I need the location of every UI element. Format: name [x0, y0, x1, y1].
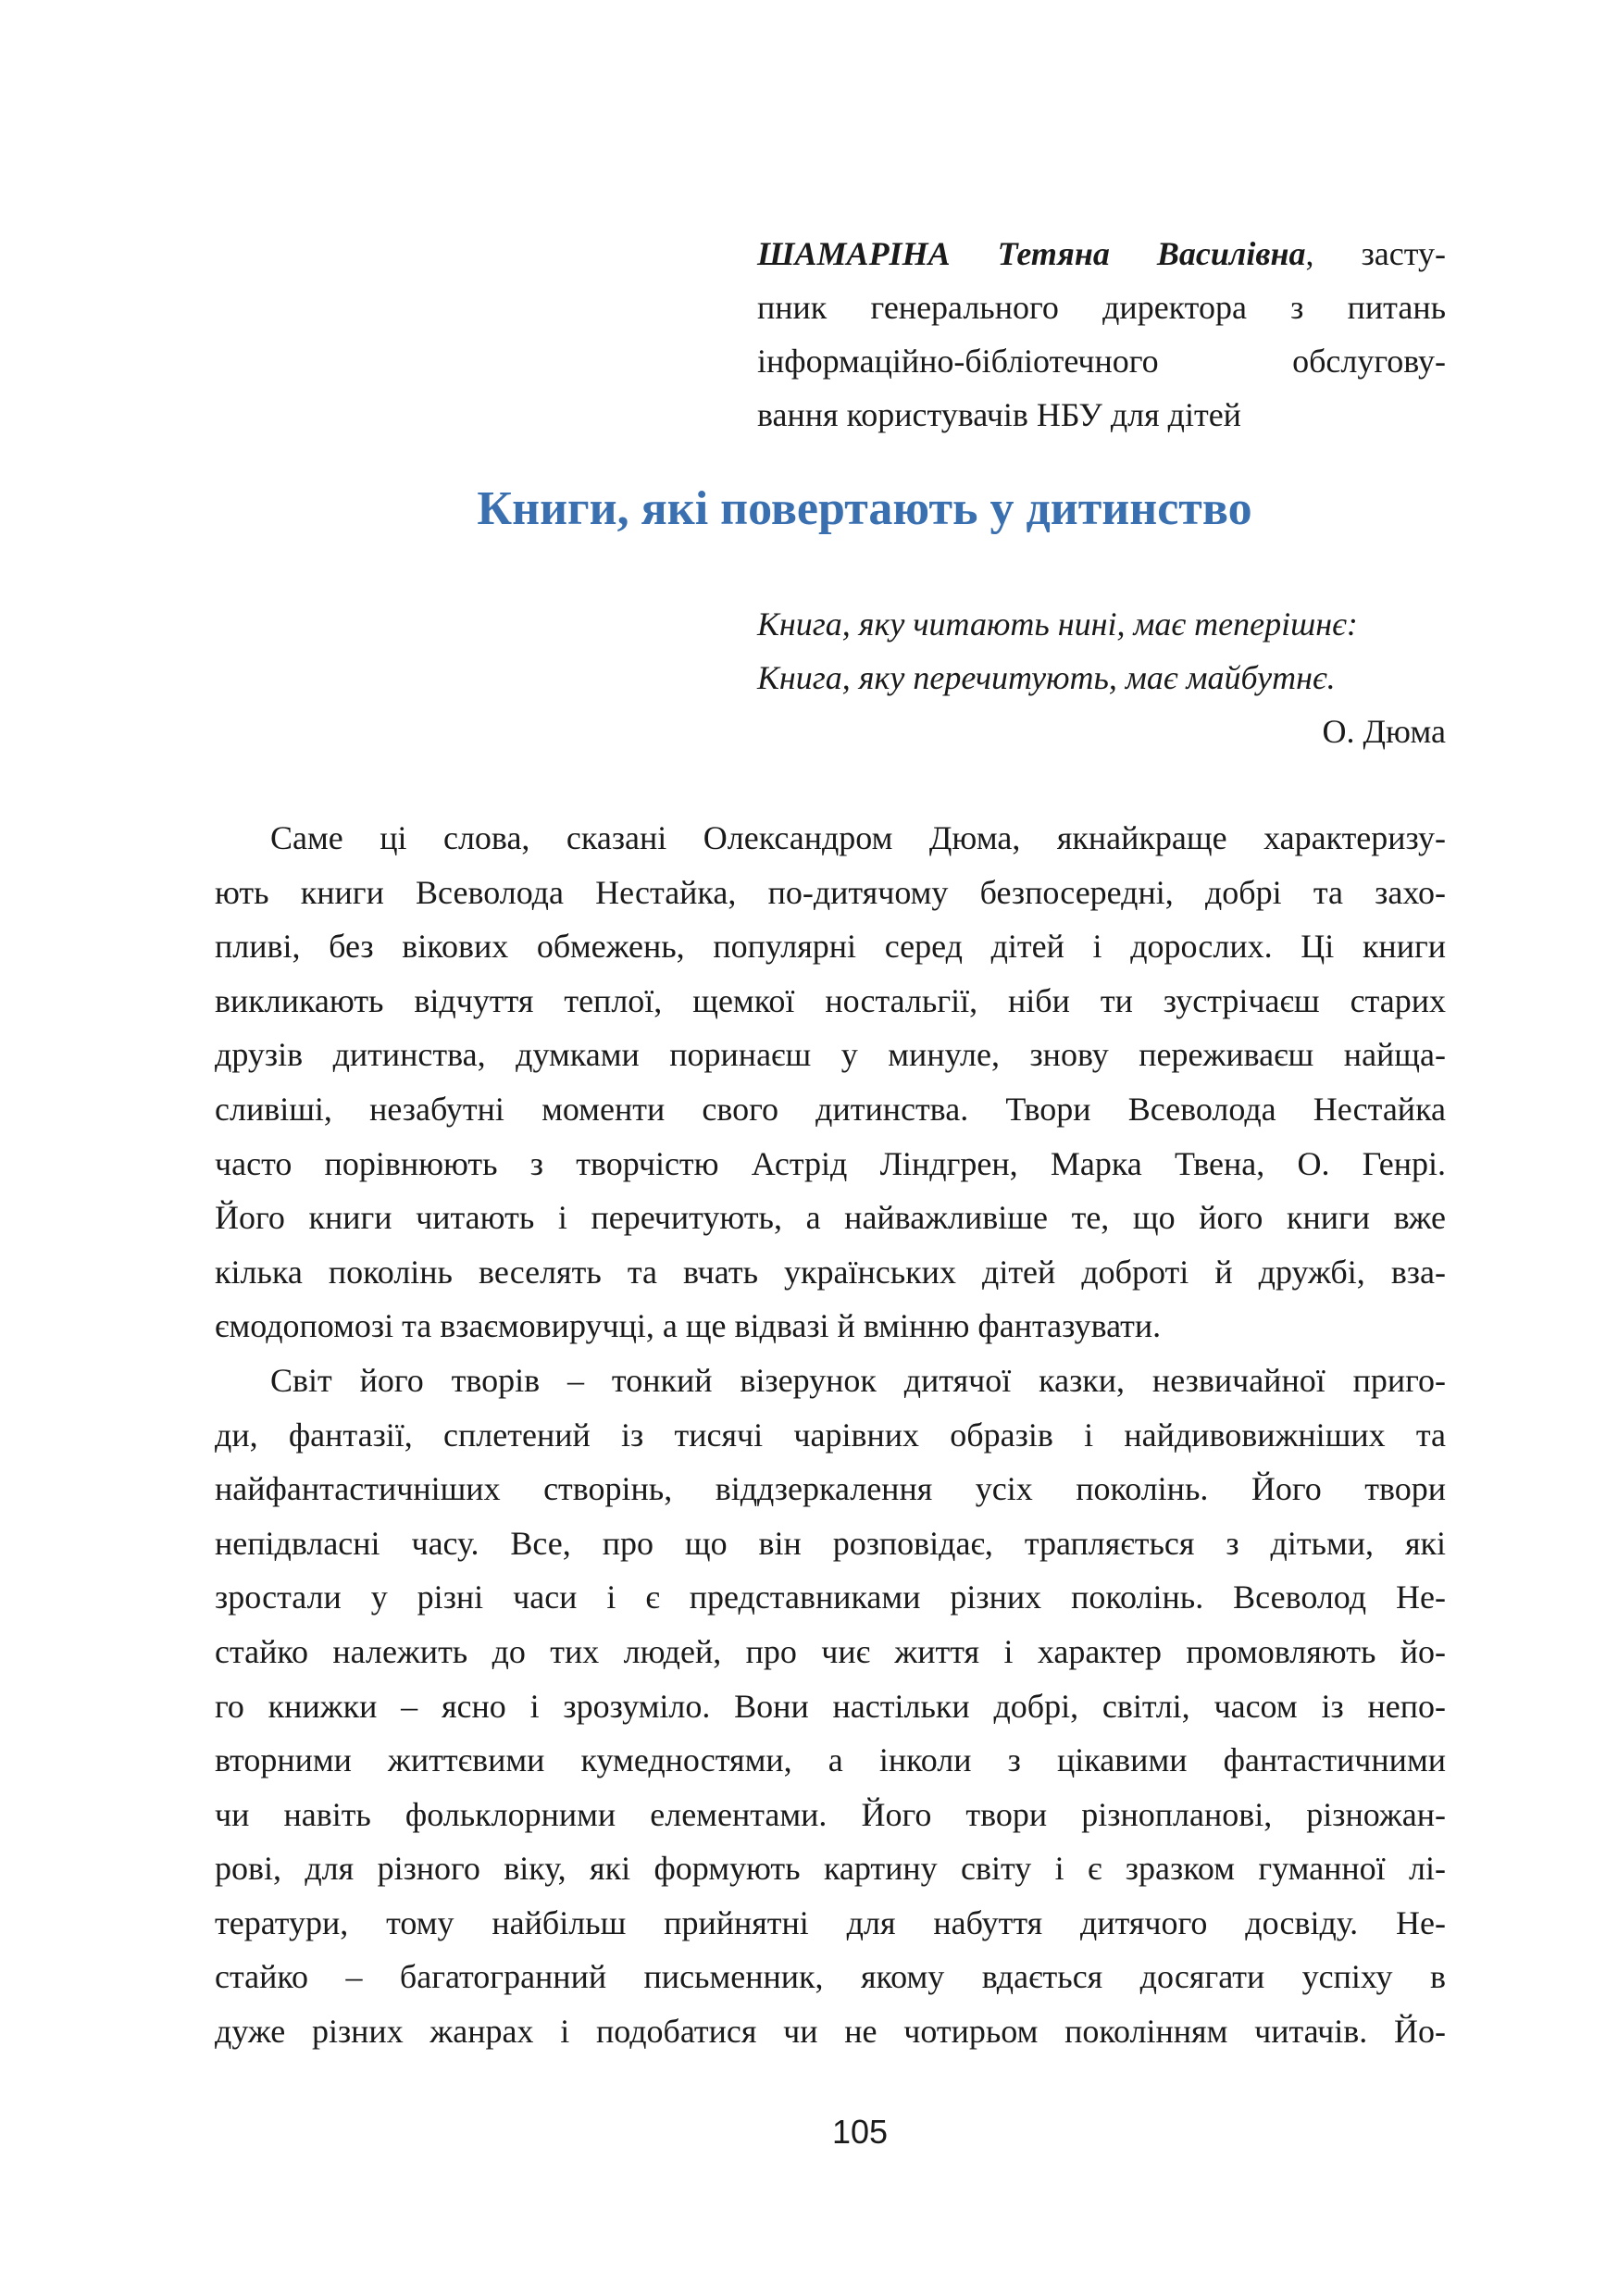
epigraph-line: Книга, яку перечитують, має майбутнє. — [757, 659, 1336, 696]
text-line: друзів дитинства, думками поринаєш у минуле, знову переживаєш найща- — [215, 1036, 1446, 1074]
text-line: непідвласні часу. Все, про що він розповідає, трапляється з дітьми, які — [215, 1524, 1446, 1562]
author-block — [757, 227, 1446, 442]
text-line: Саме ці слова, сказані Олександром Дюма, якнайкраще характеризу- — [270, 819, 1446, 856]
text-line: ємодопомозі та взаємовиручці, а ще відвазі й вмінню фантазувати. — [215, 1307, 1162, 1345]
text-line: рові, для різного віку, які формують картину світу і є зразком гуманної лі- — [215, 1850, 1446, 1888]
text-line: ють книги Всеволода Нестайка, по-дитячому безпосередні, добрі та захо- — [215, 873, 1446, 911]
epigraph-line: Книга, яку читають нині, має теперішнє: — [757, 605, 1358, 643]
author-name: ШАМАРІНА Тетяна Василівна — [757, 235, 1306, 272]
text-line: сливіші, незабутні моменти свого дитинства. Твори Всеволода Нестайка — [215, 1090, 1446, 1128]
author-line: інформаційно-бібліотечного обслугову- — [757, 343, 1446, 380]
author-line: вання користувачів НБУ для дітей — [757, 396, 1241, 433]
text-line: ди, фантазії, сплетений із тисячі чарівних образів і найдивовижніших та — [215, 1416, 1446, 1454]
text-line: стайко належить до тих людей, про чиє життя і характер промовляють йо- — [215, 1632, 1446, 1670]
text-line: викликають відчуття теплої, щемкої ностальгії, ніби ти зустрічаєш старих — [215, 981, 1446, 1019]
text-line: Світ його творів – тонкий візерунок дитячої казки, незвичайної приго- — [270, 1361, 1446, 1399]
text-line: найфантастичніших створінь, віддзеркалення усіх поколінь. Його твори — [215, 1470, 1446, 1508]
text-line: вторними життєвими кумедностями, а інколи з цікавими фантастичними — [215, 1741, 1446, 1779]
page-number: 105 — [831, 2113, 889, 2151]
author-position-part: , засту- — [1305, 235, 1446, 272]
paragraph — [215, 811, 1446, 1354]
text-line: пливі, без вікових обмежень, популярні серед дітей і дорослих. Ці книги — [215, 928, 1446, 966]
text-line: часто порівнюють з творчістю Астрід Ліндгрен, Марка Твена, О. Генрі. — [215, 1144, 1446, 1182]
text-line: чи навіть фольклорними елементами. Його твори різнопланові, різножан- — [215, 1795, 1446, 1833]
text-line: тератури, тому найбільш прийнятні для набуття дитячого досвіду. Не- — [215, 1903, 1446, 1941]
text-line: го книжки – ясно і зрозуміло. Вони настільки добрі, світлі, часом із непо- — [215, 1687, 1446, 1725]
text-line: кілька поколінь веселять та вчать українських дітей доброті й дружбі, вза- — [215, 1253, 1446, 1291]
text-line: дуже різних жанрах і подобатися чи не чотирьом поколінням читачів. Йо- — [215, 2013, 1446, 2051]
text-line: Його книги читають і перечитують, а найважливіше те, що його книги вже — [215, 1199, 1446, 1237]
epigraph-attribution: О. Дюма — [1322, 713, 1446, 750]
text-line: стайко – багатогранний письменник, якому вдається досягати успіху в — [215, 1958, 1446, 1996]
author-line: пник генерального директора з питань — [757, 289, 1446, 326]
author-line — [757, 227, 1446, 281]
paragraph — [215, 1354, 1446, 2059]
article-title: Книги, які повертають у дитинство — [477, 482, 1252, 535]
article-body — [215, 811, 1446, 2059]
epigraph — [757, 597, 1446, 758]
text-line: зростали у різні часи і є представниками різних поколінь. Всеволод Не- — [215, 1578, 1446, 1616]
